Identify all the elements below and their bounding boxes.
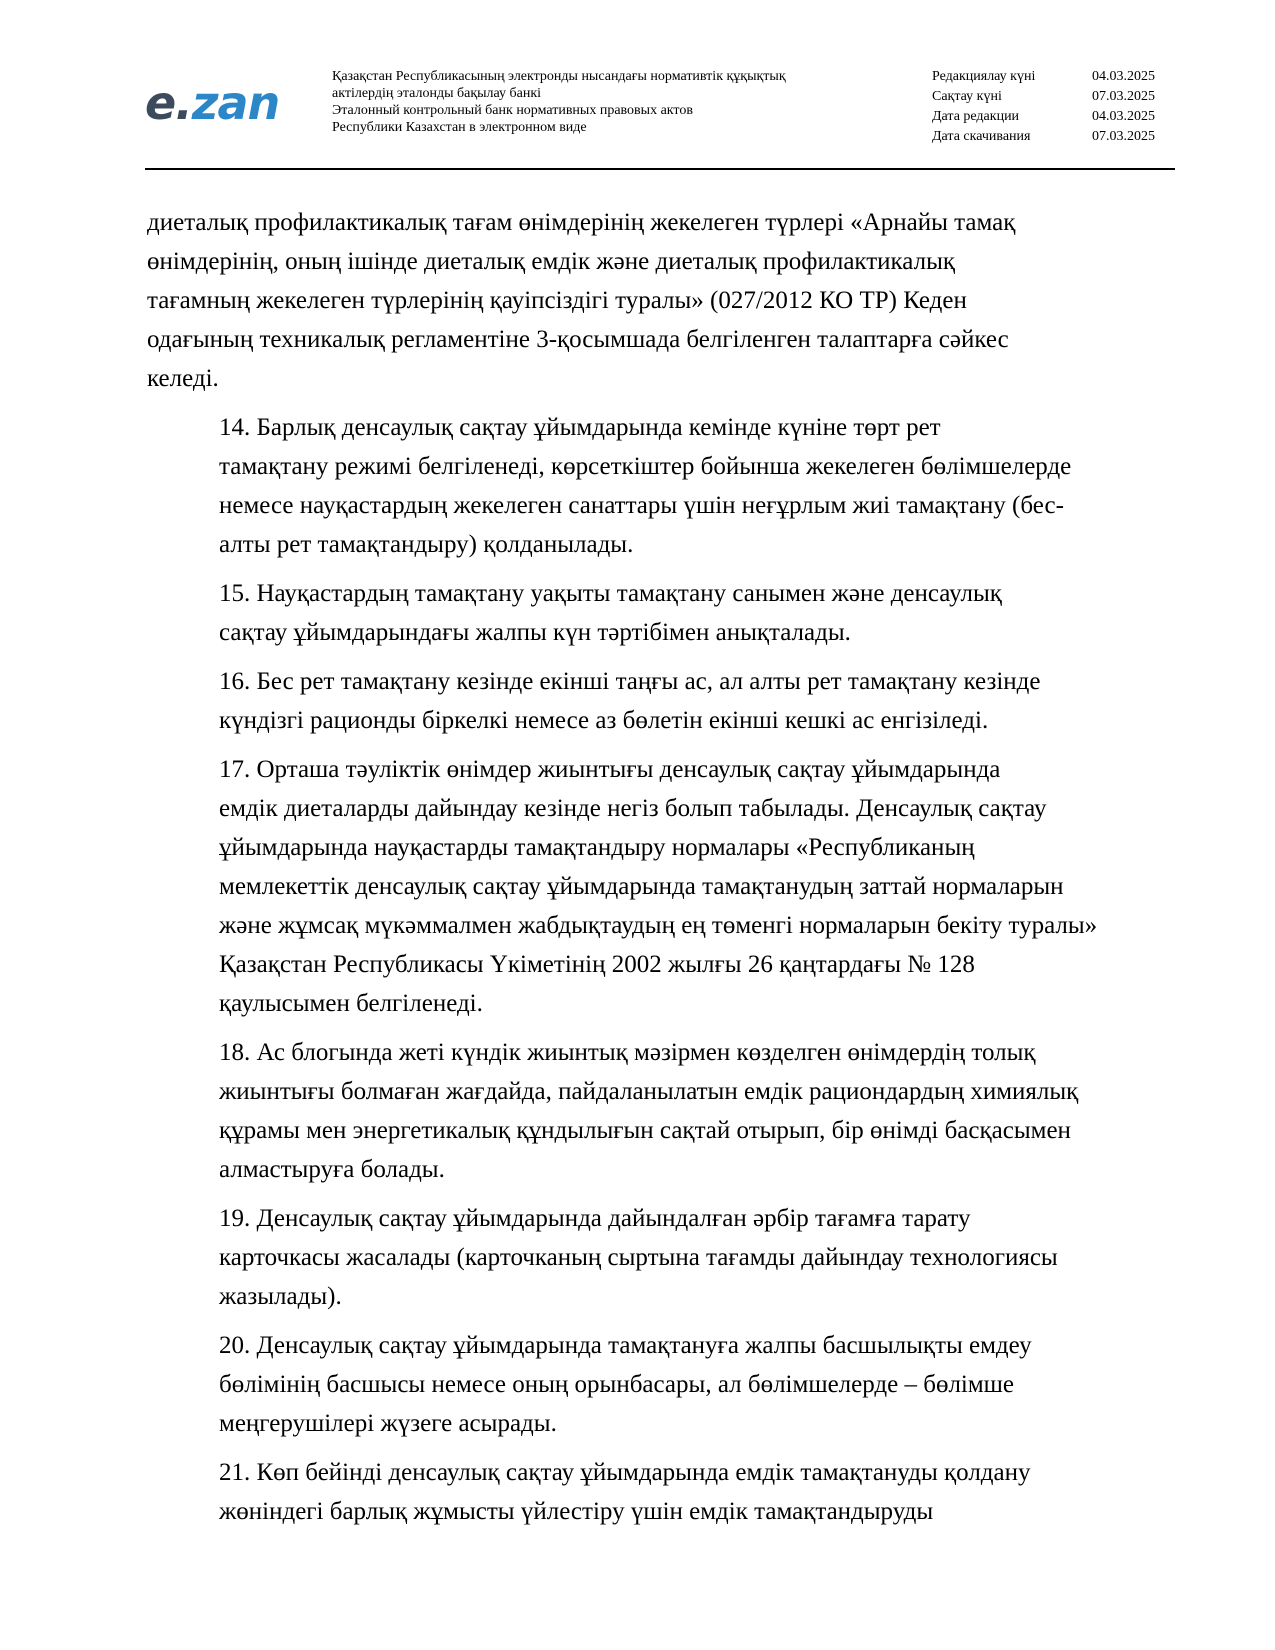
text-line: құрамы мен энергетикалық құндылығын сақтай отырып, бір өнімді басқасымен	[219, 1117, 1071, 1144]
text-line: алмастыруға болады.	[219, 1156, 445, 1183]
text-line: одағының техникалық регламентіне 3-қосымшада белгіленген талаптарға сәйкес	[147, 326, 1009, 353]
text-line: жазылады).	[219, 1283, 342, 1310]
text-line: тағамның жекелеген түрлерінің қауіпсіздігі туралы» (027/2012 КО ТР) Кеден	[147, 287, 967, 314]
text-line: күндізгі рационды біркелкі немесе аз бөлетін екінші кешкі ас енгізіледі.	[219, 707, 989, 734]
text-line: меңгерушілері жүзеге асырады.	[219, 1410, 557, 1437]
date-label: Редакциялау күні	[932, 69, 1036, 84]
date-value: 07.03.2025	[1092, 129, 1155, 144]
text-line: тамақтану режимі белгіленеді, көрсеткіштер бойынша жекелеген бөлімшелерде	[219, 453, 1072, 480]
document-dates	[932, 67, 1172, 147]
paragraph-continuation	[147, 203, 1177, 398]
text-line: немесе науқастардың жекелеген санаттары үшін неғұрлым жиі тамақтану (бес-	[219, 492, 1064, 519]
date-row	[932, 127, 1172, 147]
paragraph-16	[147, 662, 1177, 740]
bank-title-line: Қазақстан Республикасының электронды нысандағы нормативтік құқықтық	[332, 69, 786, 84]
text-line: 21. Көп бейінді денсаулық сақтау ұйымдарында емдік тамақтануды қолдану	[219, 1459, 1031, 1486]
text-line: 15. Науқастардың тамақтану уақыты тамақтану санымен және денсаулық	[219, 580, 1002, 607]
date-value: 04.03.2025	[1092, 109, 1155, 124]
text-line: Қазақстан Республикасы Үкіметінің 2002 жылғы 26 қаңтардағы № 128	[219, 951, 975, 978]
date-label: Дата редакции	[932, 109, 1020, 124]
text-line: ұйымдарында науқастарды тамақтандыру нормалары «Республиканың	[219, 834, 975, 861]
date-label: Дата скачивания	[932, 129, 1031, 144]
text-line: бөлімінің басшысы немесе оның орынбасары, ал бөлімшелерде – бөлімше	[219, 1371, 1015, 1398]
document-body	[147, 203, 1177, 1541]
text-line: 18. Ас блогында жеті күндік жиынтық мәзірмен көзделген өнімдердің толық	[219, 1039, 1036, 1066]
text-line: 17. Орташа тәуліктік өнімдер жиынтығы денсаулық сақтау ұйымдарында	[219, 756, 1001, 783]
text-line: 19. Денсаулық сақтау ұйымдарында дайындалған әрбір тағамға тарату	[219, 1205, 971, 1232]
date-row	[932, 87, 1172, 107]
text-line: мемлекеттік денсаулық сақтау ұйымдарында тамақтанудың заттай нормаларын	[219, 873, 1064, 900]
date-value: 04.03.2025	[1092, 69, 1155, 84]
text-line: өнімдерінің, оның ішінде диеталық емдік және диеталық профилактикалық	[147, 248, 956, 275]
paragraph-18	[147, 1033, 1177, 1189]
paragraph-20	[147, 1326, 1177, 1443]
paragraph-14	[147, 408, 1177, 564]
text-line: 14. Барлық денсаулық сақтау ұйымдарында кемінде күніне төрт рет	[219, 414, 941, 441]
bank-title	[332, 68, 892, 136]
text-line: диеталық профилактикалық тағам өнімдерінің жекелеген түрлері «Арнайы тамақ	[147, 209, 1016, 236]
text-line: жөніндегі барлық жұмысты үйлестіру үшін емдік тамақтандыруды	[219, 1498, 934, 1525]
text-line: алты рет тамақтандыру) қолданылады.	[219, 531, 634, 558]
bank-title-line: актілердің эталонды бақылау банкі	[332, 86, 542, 101]
ezan-logo: e.zan	[145, 76, 280, 130]
date-row	[932, 107, 1172, 127]
text-line: емдік диеталарды дайындау кезінде негіз болып табылады. Денсаулық сақтау	[219, 795, 1047, 822]
date-label: Сақтау күні	[932, 89, 1002, 104]
text-line: келеді.	[147, 365, 219, 392]
text-line: жиынтығы болмаған жағдайда, пайдаланылатын емдік рациондардың химиялық	[219, 1078, 1079, 1105]
text-line: 20. Денсаулық сақтау ұйымдарында тамақтануға жалпы басшылықты емдеу	[219, 1332, 1032, 1359]
document-header	[145, 62, 1175, 170]
text-line: сақтау ұйымдарындағы жалпы күн тәртібімен анықталады.	[219, 619, 851, 646]
date-row	[932, 67, 1172, 87]
date-value: 07.03.2025	[1092, 89, 1155, 104]
paragraph-21	[147, 1453, 1177, 1531]
bank-title-line: Эталонный контрольный банк нормативных правовых актов	[332, 103, 693, 118]
paragraph-19	[147, 1199, 1177, 1316]
text-line: қаулысымен белгіленеді.	[219, 990, 483, 1017]
paragraph-15	[147, 574, 1177, 652]
bank-title-line: Республики Казахстан в электронном виде	[332, 120, 587, 135]
text-line: және жұмсақ мүкәммалмен жабдықтаудың ең төменгі нормаларын бекіту туралы»	[219, 912, 1098, 939]
text-line: 16. Бес рет тамақтану кезінде екінші таңғы ас, ал алты рет тамақтану кезінде	[219, 668, 1041, 695]
text-line: карточкасы жасалады (карточканың сыртына тағамды дайындау технологиясы	[219, 1244, 1058, 1271]
paragraph-17	[147, 750, 1177, 1023]
